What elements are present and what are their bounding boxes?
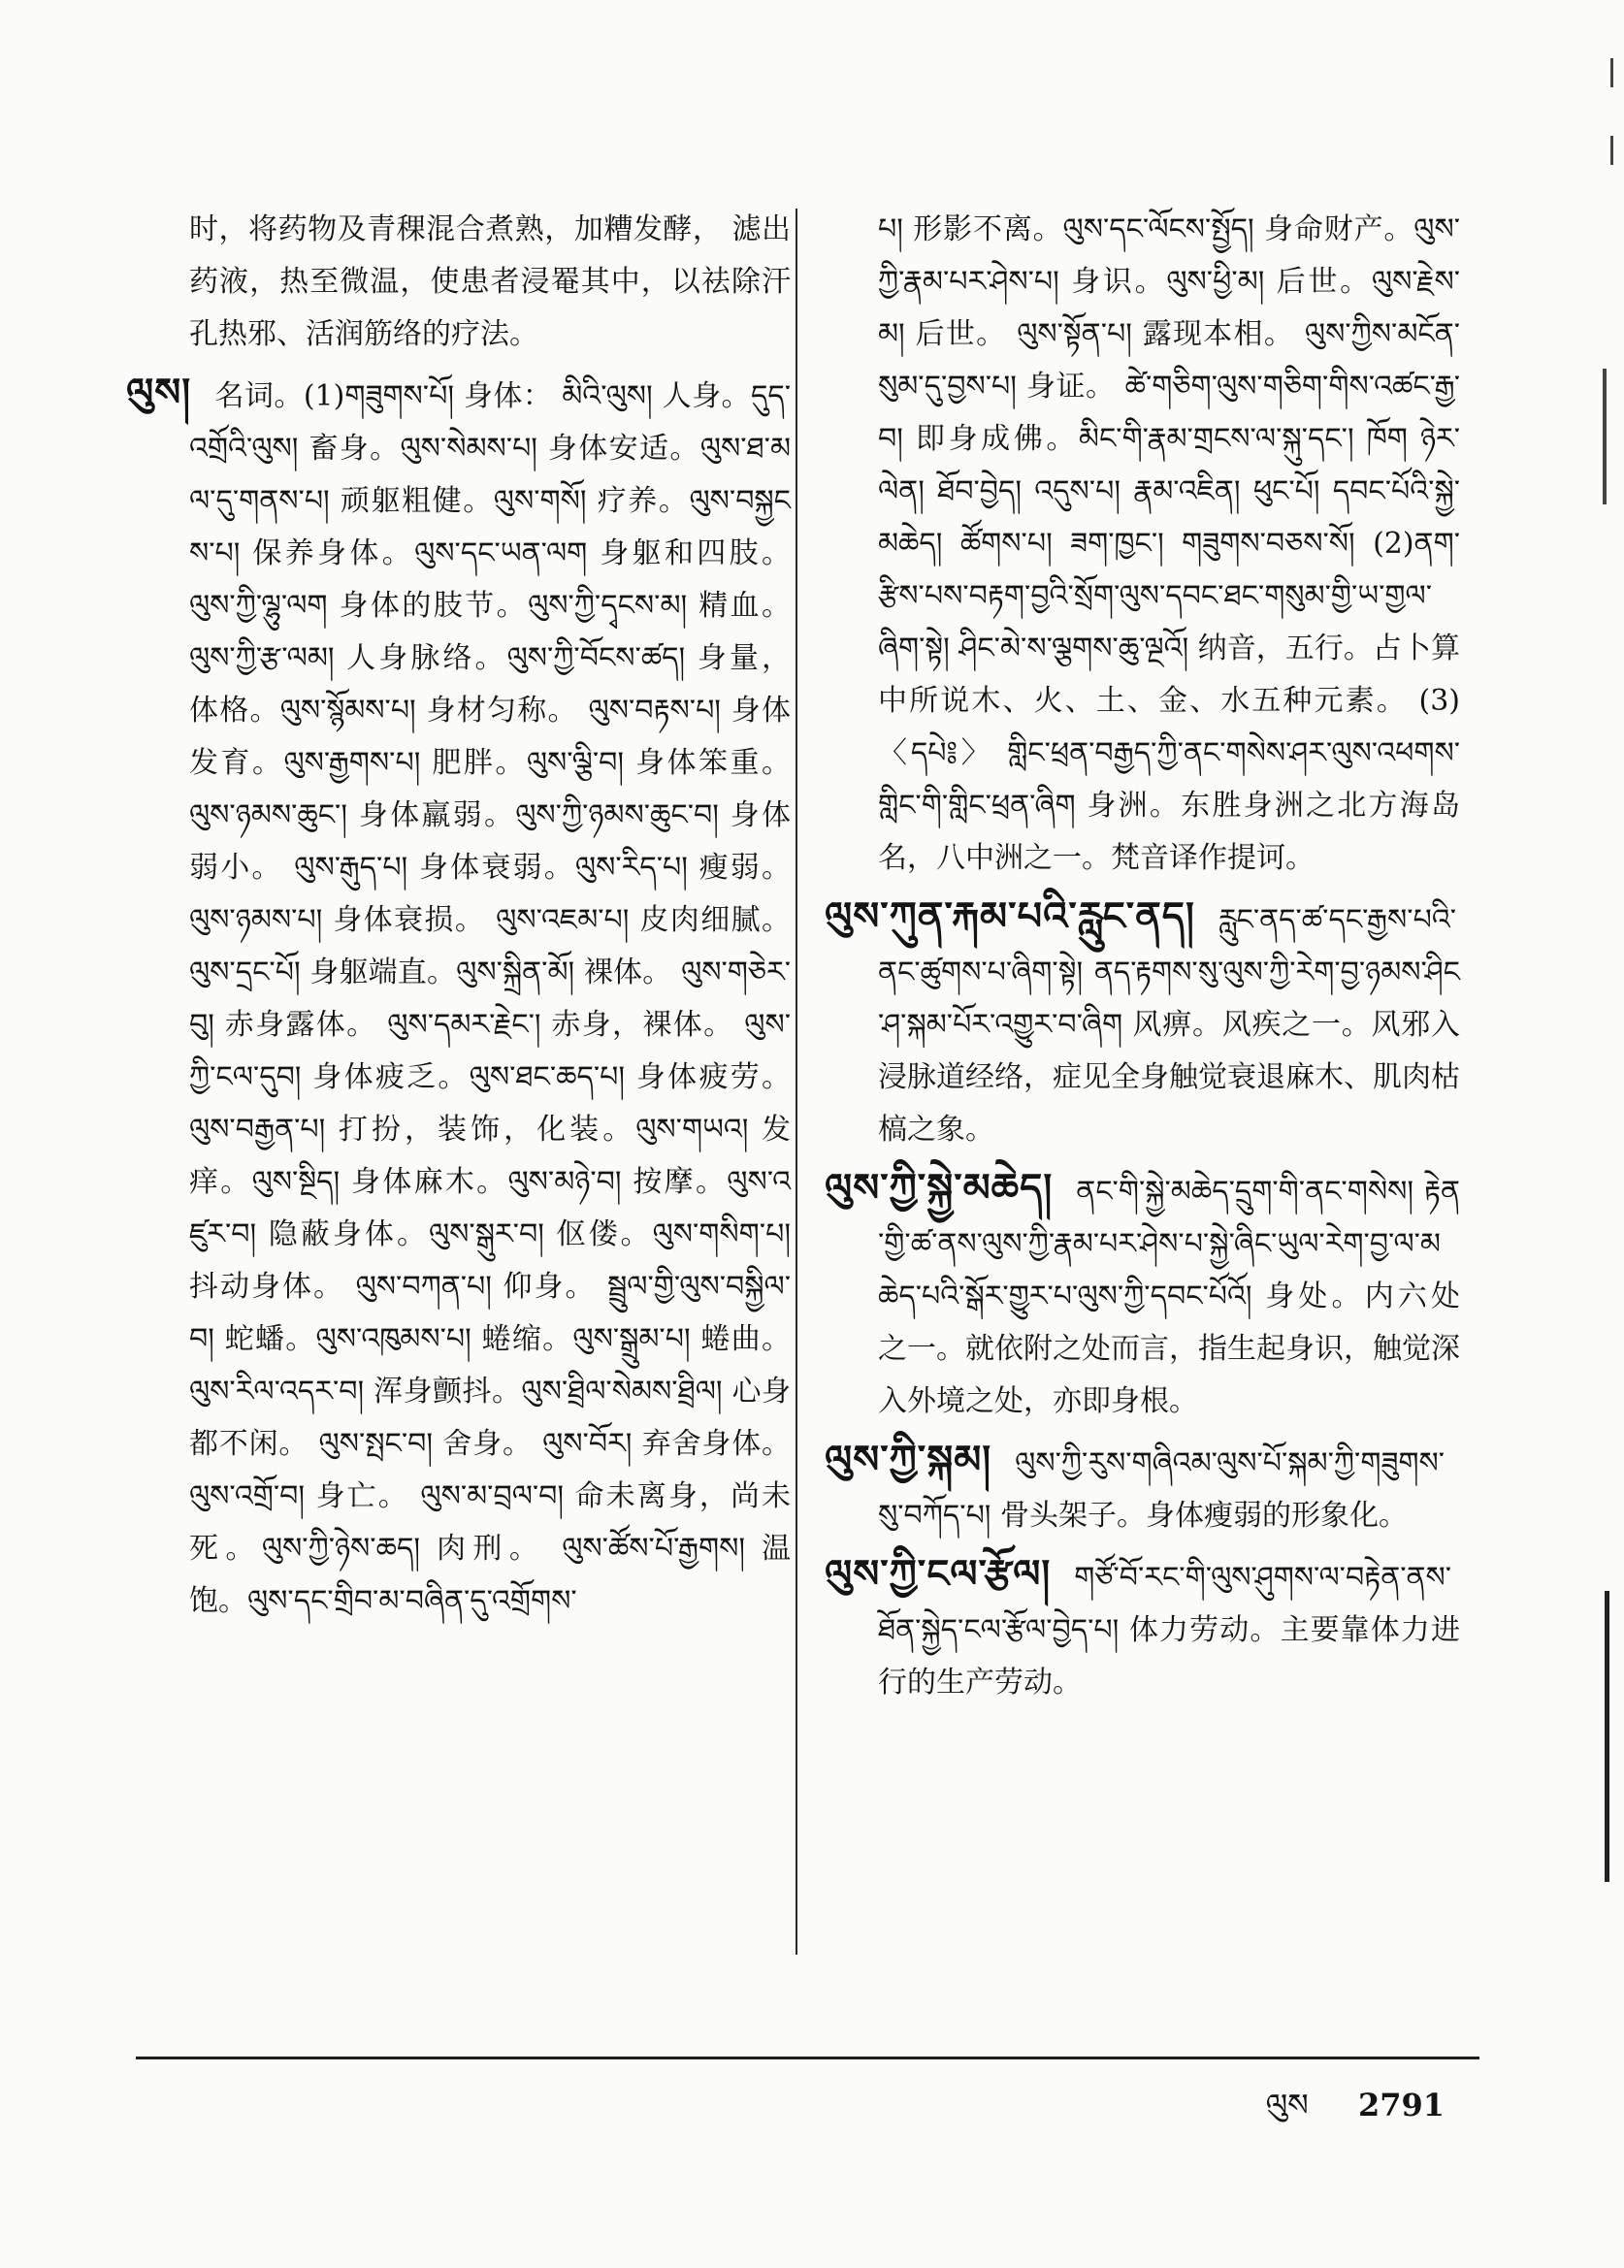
right-column [825, 204, 1460, 1715]
scan-edge-mark [1610, 136, 1613, 165]
scan-edge-mark [1605, 1591, 1609, 1882]
intro-paragraph: 时，将药物及青稞混合煮熟，加糟发酵， 滤出药液，热至微温，使患者浸罨其中，以祛除汗孔热邪、活润筋络的疗法。 [189, 212, 791, 351]
dictionary-entry [825, 1434, 1460, 1542]
scan-edge-mark [1610, 58, 1613, 87]
page-footer [1266, 2071, 1445, 2158]
footer-rule [136, 2057, 1479, 2059]
entry-body: གཙོ་བོ་རང་གི་ལུས་ཤུགས་ལ་བརྟེན་ནས་ཐོན་སྐྱེད་ངལ་རྩོལ་བྱེད་པ། 体力劳动。主要靠体力进行的生产劳动。 [878, 1561, 1460, 1700]
page-number: 2791 [1357, 2087, 1445, 2123]
column-divider [796, 209, 797, 1955]
entry-body: རླུང་ནད་ཚ་དང་རྒྱས་པའི་ནང་ཚུགས་པ་ཞིག་སྟེ། ནད་རྟགས་སུ་ལུས་ཀྱི་རེག་བྱ་ཉམས་ཤིང་ཤ་སྐམ་པོར་འགྱུར་བ་ཞིག 风痹。风疾之一。风邪入浸脉道经络，症见全身触觉衰退麻木、肌肉枯槁之象。 [878, 903, 1460, 1147]
entry-body: 名词。(1)གཟུགས་པོ། 身体： མིའི་ལུས། 人身。དུད་འགྲོའི་ལུས། 畜身。ལུས་སེམས་པ། 身体安适。ལུས་ཐ་མལ་དུ་གནས་པ། 顽躯粗健。ལུས་གསོ། 疗养。ལུས་བསྐྱངས་པ། 保养身体。ལུས་དང་ཡན་ལག 身躯和四肢。ལུས་ཀྱི་ལྷུ་ལག 身体的肢节。ལུས་ཀྱི་དྭངས་མ། 精血。 ལུས་ཀྱི་རྩ་ལམ། 人身脉络。ལུས་ཀྱི་བོངས་ཚད། 身量，体格。ལུས་སྙོམས་པ། 身材匀称。 ལུས་བརྟས་པ། 身体发育。ལུས་རྒྱགས་པ། 肥胖。ལུས་ལྕི་བ། 身体笨重。ལུས་ཉམས་ཆུང་། 身体羸弱。ལུས་ཀྱི་ཉམས་ཆུང་བ། 身体弱小。 ལུས་རྒུད་པ། 身体衰弱。ལུས་རིད་པ། 瘦弱。 ལུས་ཉམས་པ། 身体衰损。 ལུས་འཇམ་པ། 皮肉细腻。 ལུས་དྲང་པོ། 身躯端直。ལུས་སྐྲིན་མོ། 裸体。 ལུས་གཅེར་བུ། 赤身露体。 ལུས་དམར་རྗེང་། 赤身，裸体。 ལུས་ཀྱི་ངལ་དུབ། 身体疲乏。ལུས་ཐང་ཆད་པ། 身体疲劳。ལུས་བརྒྱན་པ། 打扮，装饰，化装。ལུས་གཡའ། 发痒。ལུས་སྔིད། 身体麻木。ལུས་མཉེ་བ། 按摩。ལུས་འཛུར་བ། 隐蔽身体。ལུས་སྒུར་བ། 伛偻。ལུས་གསིག་པ། 抖动身体。 ལུས་བཀན་པ། 仰身。 སྦྲུལ་གྱི་ལུས་བསྐྱིལ་བ། 蛇蟠。ལུས་འཁུམས་པ། 蜷缩。ལུས་སྒྲུམ་པ། 蜷曲。 ལུས་རིལ་འདར་བ། 浑身颤抖。ལུས་ཐྲིལ་སེམས་ཐྲིལ། 心身都不闲。 ལུས་སྤང་བ། 舍身。 ལུས་བོར། 弃舍身体。 ལུས་འགྲོ་བ། 身亡。 ལུས་མ་བྲལ་བ། 命未离身，尚未死。ལུས་ཀྱི་ཉེས་ཆད། 肉刑。 ལུས་ཚོས་པོ་རྒྱགས། 温饱。ལུས་དང་གྲིབ་མ་བཞིན་དུ་འགྲོགས་ [189, 379, 791, 1618]
dictionary-entry [825, 1548, 1460, 1709]
continuation-paragraph: པ། 形影不离。ལུས་དང་ལོངས་སྤྱོད། 身命财产。ལུས་ཀྱི་རྣམ་པར་ཤེས་པ། 身识。ལུས་ཕྱི་མ། 后世。ལུས་རྗེས་མ། 后世。 ལུས་སྟོན་པ། 露现本相。 ལུས་ཀྱིས་མངོན་སུམ་དུ་བྱས་པ། 身证。 ཚེ་གཅིག་ལུས་གཅིག་གིས་འཚང་རྒྱ་བ། 即身成佛。མིང་གི་རྣམ་གྲངས་ལ་སྐུ་དང་། ཁོག ཉེར་ལེན། ཐོབ་བྱེད། འདུས་པ། རྣམ་འཇིན། ཕུང་པོ། དབང་པོའི་སྐྱེ་མཆེད། ཚོགས་པ། ཟག་ཁྱང་། གཟུགས་བཅས་སོ། (2)ནག་རྩིས་པས་བརྟག་བྱའི་སྲོག་ལུས་དབང་ཐང་གསུམ་གྱི་ཡ་གྱལ་ཞིག་སྟེ། ཤིང་མེ་ས་ལྕགས་ཆུ་ལྔའོ། 纳音，五行。占卜算中所说木、火、土、金、水五种元素。 (3) 〈དཔེ༔〉 གླིང་ཕྲན་བརྒྱད་ཀྱི་ནང་གསེས་ཤར་ལུས་འཕགས་གླིང་གི་གླིང་ཕྲན་ཞིག 身洲。东胜身洲之北方海岛名，八中洲之一。梵音译作提诃。 [878, 212, 1460, 875]
entry-headword: ལུས་ཀུན་རྐམ་པའི་རླུང་ནད། [825, 893, 1195, 939]
entry-headword: ལུས། [126, 370, 192, 415]
dictionary-entry [825, 1162, 1460, 1428]
entry-headword: ལུས་ཀྱི་ངལ་རྩོལ། [825, 1551, 1052, 1597]
left-column [126, 204, 791, 1634]
entry-headword: ལུས་ཀྱི་སྐམ། [825, 1437, 992, 1482]
scan-edge-mark [1603, 369, 1607, 504]
dictionary-entry [126, 367, 791, 1628]
entry-headword: ལུས་ཀྱི་སྐྱེ་མཆེད། [825, 1165, 1054, 1211]
entry-body: ལུས་ཀྱི་རུས་གཞིའམ་ལུས་པོ་སྐམ་ཀྱི་གཟུགས་སུ་བཀོད་པ། 骨头架子。身体瘦弱的形象化。 [878, 1446, 1445, 1533]
dictionary-entry [825, 891, 1460, 1156]
entry-body: ནང་གི་སྐྱེ་མཆེད་དྲུག་གི་ནང་གསེས། རྟེན་གྱི་ཚ་ནས་ལུས་ཀྱི་རྣམ་པར་ཤེས་པ་སྐྱེ་ཞིང་ཡུལ་རེག་བྱ་ལ་མཆེད་པའི་སྒོར་གྱུར་པ་ལུས་ཀྱི་དབང་པོའོ། 身处。内六处之一。就依附之处而言，指生起身识，触觉深入外境之处，亦即身根。 [878, 1175, 1460, 1418]
footer-headword: ལུས [1265, 2087, 1309, 2123]
